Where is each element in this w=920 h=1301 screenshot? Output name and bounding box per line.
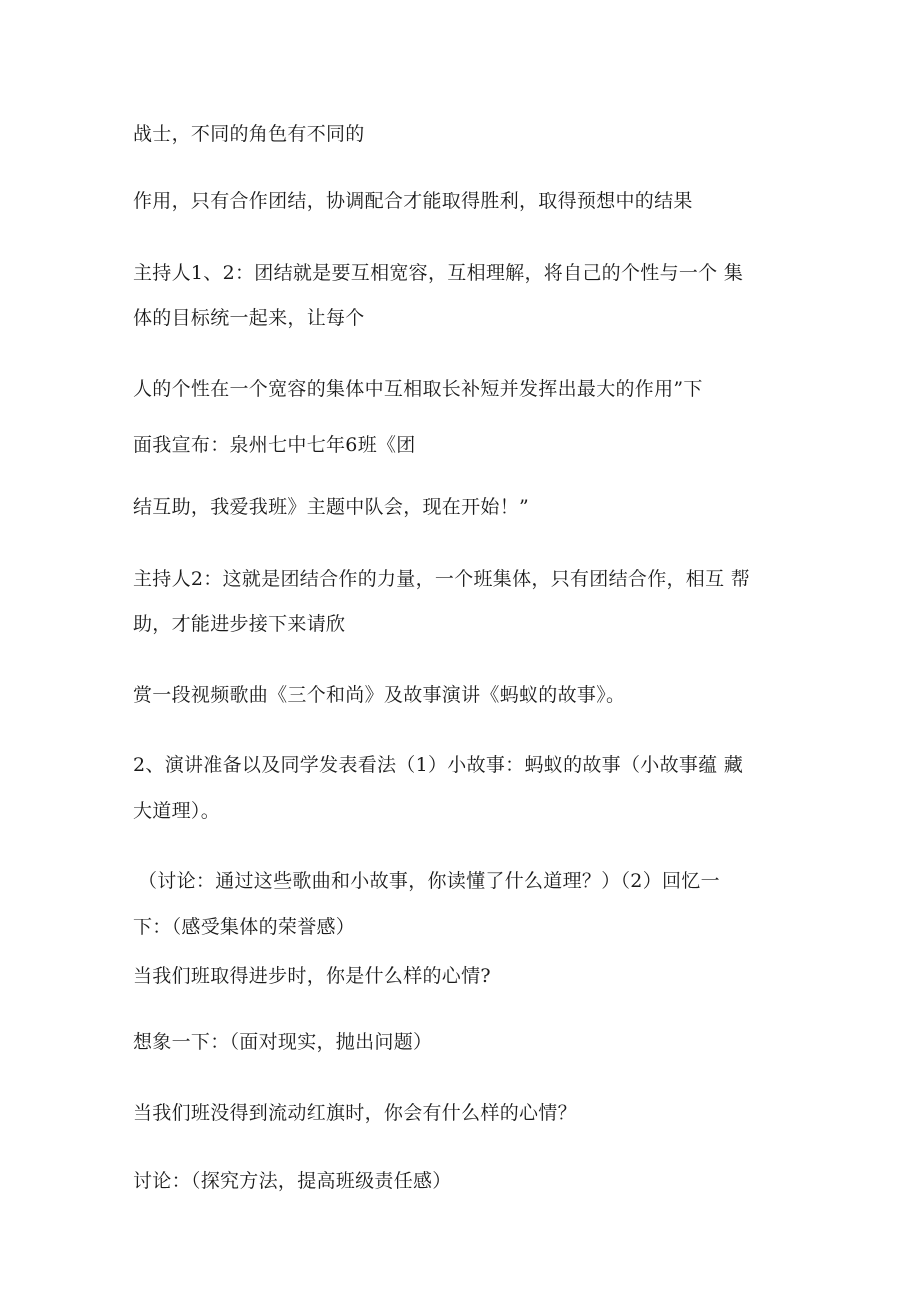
text-line: 下：（感受集体的荣誉感） [133, 916, 356, 938]
text-line: 体的目标统一起来，让每个 [133, 307, 365, 329]
text-line: 作用，只有合作团结，协调配合才能取得胜利，取得预想中的结果 [133, 190, 693, 212]
text-line: 主持人1、2：团结就是要互相宽容，互相理解，将自己的个性与一个 集 [133, 262, 744, 284]
text-line: 结互助，我爱我班》主题中队会，现在开始！” [133, 496, 530, 518]
text-line: 主持人2：这就是团结合作的力量，一个班集体，只有团结合作，相互 帮 [133, 568, 751, 590]
text-line: 想象一下：（面对现实，抛出问题） [133, 1031, 433, 1053]
text-line: 人的个性在一个宽容的集体中互相取长补短并发挥出最大的作用”下 [133, 378, 703, 400]
text-line: 助，才能进步接下来请欣 [133, 613, 346, 635]
text-line: 赏一段视频歌曲《三个和尚》及故事演讲《蚂蚁的故事》。 [133, 684, 626, 706]
text-line: 2、演讲准备以及同学发表看法（1）小故事：蚂蚁的故事（小故事蕴 藏 [133, 754, 744, 776]
text-line: （讨论：通过这些歌曲和小故事，你读懂了什么道理？）（2）回忆一 [138, 870, 720, 892]
text-line: 战士，不同的角色有不同的 [133, 123, 365, 145]
text-line: 大道理）。 [133, 800, 221, 822]
text-line: 面我宣布：泉州七中七年6班《团 [133, 434, 416, 456]
text-line: 当我们班没得到流动红旗时，你会有什么样的心情？ [133, 1102, 577, 1124]
text-line: 讨论：（探究方法，提高班级责任感） [133, 1170, 452, 1192]
text-line: 当我们班取得进步时，你是什么样的心情? [133, 965, 491, 987]
